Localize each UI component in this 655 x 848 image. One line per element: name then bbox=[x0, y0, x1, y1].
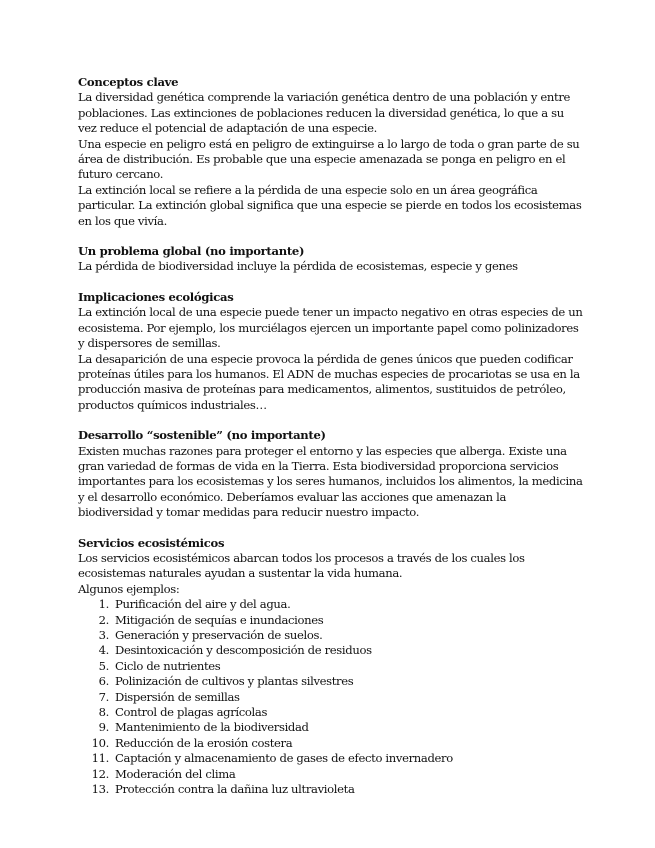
list-item-text: Mitigación de sequías e inundaciones bbox=[115, 612, 324, 627]
list-item-number: 10. bbox=[91, 735, 109, 750]
section-heading: Conceptos clave bbox=[78, 75, 179, 89]
section-implicaciones-ecologicas bbox=[78, 290, 583, 413]
list-item bbox=[78, 720, 583, 735]
list-item-text: Control de plagas agrícolas bbox=[115, 705, 268, 720]
list-item bbox=[78, 597, 583, 612]
list-item bbox=[78, 767, 583, 782]
list-item-text: Generación y preservación de suelos. bbox=[115, 628, 323, 642]
paragraph: La pérdida de biodiversidad incluye la pérdida de ecosistemas, especie y genes bbox=[78, 259, 518, 274]
list-item-number: 5. bbox=[98, 658, 109, 673]
list-item-text: Protección contra la dañina luz ultravioleta bbox=[115, 782, 355, 797]
list-item bbox=[78, 643, 583, 658]
list-item-text: Moderación del clima bbox=[115, 766, 236, 781]
section-heading: Implicaciones ecológicas bbox=[78, 289, 234, 304]
list-item-number: 1. bbox=[98, 597, 109, 612]
list-item-number: 7. bbox=[98, 689, 109, 704]
list-item bbox=[78, 782, 583, 797]
list-item-number: 11. bbox=[91, 751, 109, 766]
paragraph: Los servicios ecosistémicos abarcan todos los procesos a través de los cuales los ecosistemas naturales ayudan a sustentar la vida humana. bbox=[78, 550, 525, 581]
list-item-text: Dispersión de semillas bbox=[115, 689, 240, 704]
paragraph: La extinción local se refiere a la pérdida de una especie solo en un área geográfica particular. La extinción global significa que una especie se pierde en todos los ecosistemas en los que vivía. bbox=[78, 182, 582, 228]
list-item-number: 4. bbox=[98, 643, 109, 658]
section-desarrollo-sostenible bbox=[78, 428, 583, 520]
list-item bbox=[78, 736, 583, 751]
document-content bbox=[78, 75, 583, 812]
paragraph: La diversidad genética comprende la variación genética dentro de una población y entre poblaciones. Las extinciones de poblaciones reducen la diversidad genética, lo que a su vez reduce el potencial de adaptación de una especie. bbox=[78, 90, 571, 136]
list-item bbox=[78, 751, 583, 766]
list-item-text: Mantenimiento de la biodiversidad bbox=[115, 720, 309, 735]
paragraph: Una especie en peligro está en peligro de extinguirse a lo largo de toda o gran parte de su área de distribución. Es probable que una especie amenazada se ponga en peligro en el futuro cercano. bbox=[78, 136, 580, 182]
list-item-text: Reducción de la erosión costera bbox=[115, 735, 293, 750]
list-item bbox=[78, 674, 583, 689]
section-servicios-ecosistemicos bbox=[78, 536, 583, 798]
list-item bbox=[78, 628, 583, 643]
list-item bbox=[78, 659, 583, 674]
section-conceptos-clave bbox=[78, 75, 583, 229]
list-item-text: Ciclo de nutrientes bbox=[115, 658, 221, 673]
list-item bbox=[78, 705, 583, 720]
list-item bbox=[78, 613, 583, 628]
list-item-number: 9. bbox=[98, 720, 109, 735]
list-item-number: 12. bbox=[91, 766, 109, 781]
paragraph: Existen muchas razones para proteger el entorno y las especies que alberga. Existe una gran variedad de formas de vida en la Tierra. Esta biodiversidad proporciona servicios importantes para los ecosistemas y los seres humanos, incluidos los alimentos, la medicina y el desarrollo económico. Deberíamos evaluar las acciones que amenazan la biodiversidad y tomar medidas para reducir nuestro impacto. bbox=[78, 443, 583, 520]
section-problema-global bbox=[78, 244, 583, 275]
list-item-number: 3. bbox=[98, 628, 109, 642]
list-item-text: Captación y almacenamiento de gases de efecto invernadero bbox=[115, 751, 453, 766]
list-item-number: 13. bbox=[91, 782, 109, 797]
paragraph: La desaparición de una especie provoca la pérdida de genes únicos que pueden codificar proteínas útiles para los humanos. El ADN de muchas especies de procariotas se usa en la producción masiva de proteínas para medicamentos, alimentos, sustituidos de petróleo, productos químicos industriales… bbox=[78, 351, 580, 412]
list-item-number: 6. bbox=[98, 674, 109, 689]
paragraph: La extinción local de una especie puede tener un impacto negativo en otras especies de un ecosistema. Por ejemplo, los murciélagos ejercen un importante papel como polinizadores y dispersores de semillas. bbox=[78, 305, 583, 351]
section-heading: Servicios ecosistémicos bbox=[78, 535, 225, 550]
list-item bbox=[78, 690, 583, 705]
examples-intro: Algunos ejemplos: bbox=[78, 581, 180, 596]
list-item-number: 2. bbox=[98, 612, 109, 627]
list-item-text: Purificación del aire y del agua. bbox=[115, 597, 291, 612]
list-item-number: 8. bbox=[98, 705, 109, 720]
section-heading: Desarrollo “sostenible” (no importante) bbox=[78, 428, 326, 443]
examples-list bbox=[78, 597, 583, 797]
section-heading: Un problema global (no importante) bbox=[78, 244, 305, 259]
list-item-text: Desintoxicación y descomposición de residuos bbox=[115, 643, 372, 658]
list-item-text: Polinización de cultivos y plantas silvestres bbox=[115, 674, 354, 689]
